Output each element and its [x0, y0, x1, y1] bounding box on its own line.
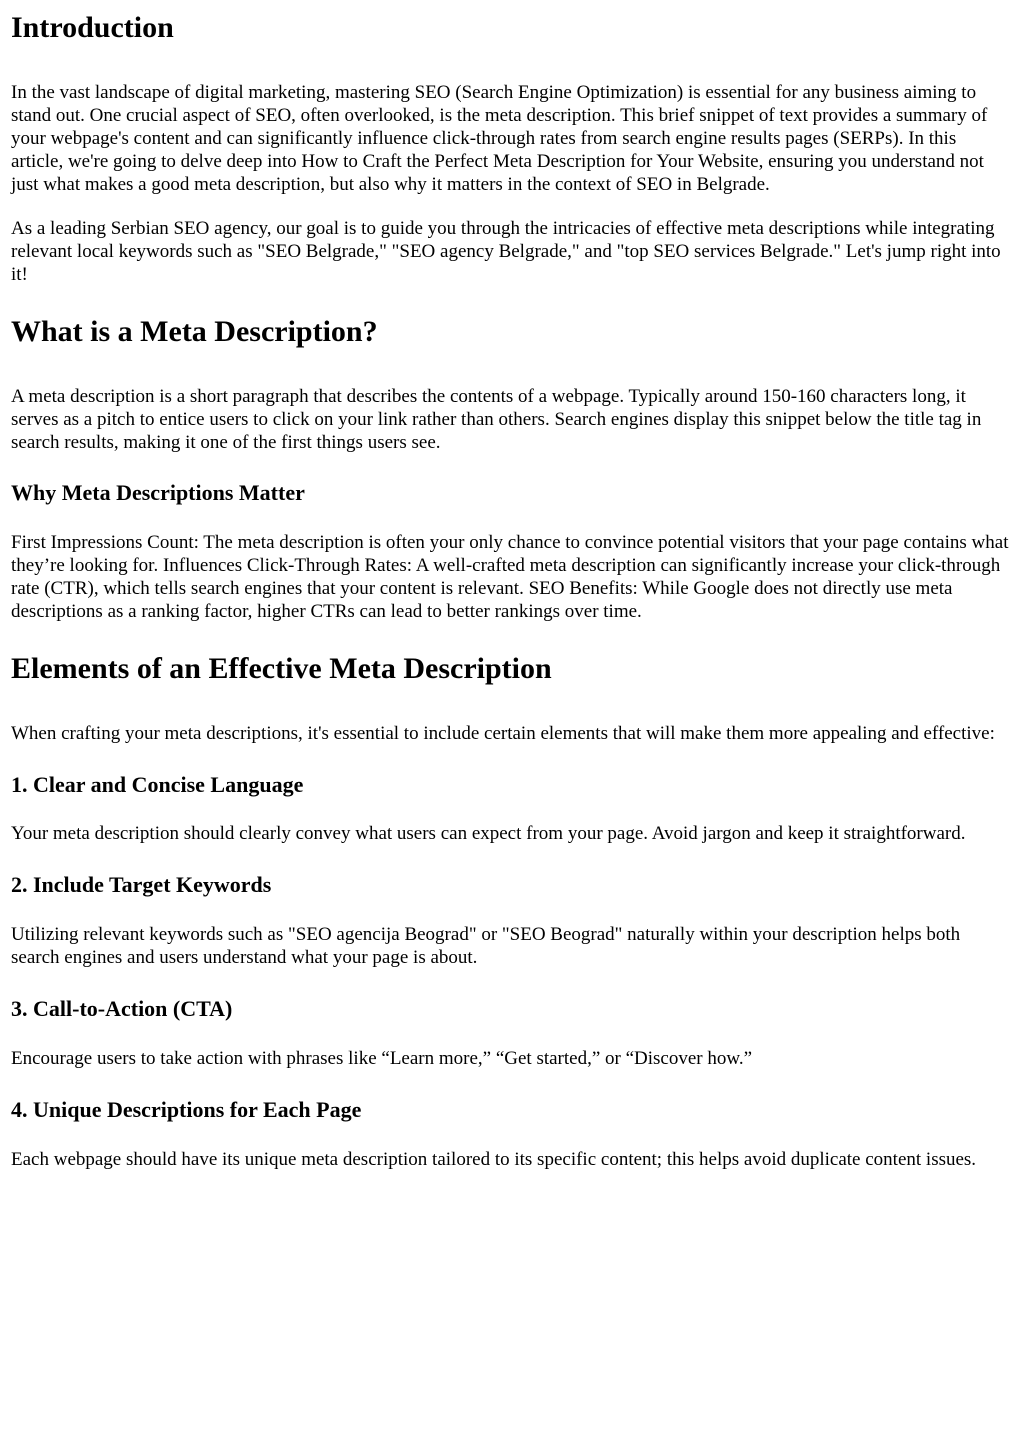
heading-unique-descriptions: 4. Unique Descriptions for Each Page [11, 1097, 362, 1122]
unique-descriptions-paragraph: Each webpage should have its unique meta description tailored to its specific content; this helps avoid duplicate content issues. [11, 1149, 977, 1170]
clear-concise-paragraph: Your meta description should clearly convey what users can expect from your page. Avoid jargon and keep it straightforward. [11, 823, 966, 844]
heading-elements: Elements of an Effective Meta Description [11, 652, 552, 685]
intro-paragraph-1: In the vast landscape of digital marketing, mastering SEO (Search Engine Optimization) is essential for any business aiming to stand out. One crucial aspect of SEO, often overlooked, is the meta description. This brief snippet of text provides a summary of your webpage's content and can significantly influence click-through rates from search engine results pages (SERPs). In this article, we're going to delve deep into How to Craft the Perfect Meta Description for Your Website, ensuring you understand not just what makes a good meta description, but also why it matters in the context of SEO in Belgrade. [11, 82, 988, 195]
heading-target-keywords: 2. Include Target Keywords [11, 872, 272, 897]
heading-why-meta-descriptions-matter: Why Meta Descriptions Matter [11, 480, 305, 505]
what-is-paragraph: A meta description is a short paragraph that describes the contents of a webpage. Typically around 150-160 characters long, it serves as a pitch to entice users to click on your link rather than others. Search engines display this snippet below the title tag in search results, making it one of the first things users see. [11, 386, 982, 453]
heading-introduction: Introduction [11, 11, 174, 44]
intro-paragraph-2: As a leading Serbian SEO agency, our goal is to guide you through the intricacies of effective meta descriptions while integrating relevant local keywords such as "SEO Belgrade," "SEO agency Belgrade," and "top SEO services Belgrade." Let's jump right into it! [11, 218, 1001, 285]
heading-cta: 3. Call-to-Action (CTA) [11, 996, 233, 1021]
elements-intro-paragraph: When crafting your meta descriptions, it's essential to include certain elements that will make them more appealing and effective: [11, 723, 995, 744]
why-matter-paragraph: First Impressions Count: The meta description is often your only chance to convince potential visitors that your page contains what they’re looking for. Influences Click-Through Rates: A well-crafted meta description can significantly increase your click-through rate (CTR), which tells search engines that your content is relevant. SEO Benefits: While Google does not directly use meta descriptions as a ranking factor, higher CTRs can lead to better rankings over time. [11, 532, 1009, 622]
article [0, 10, 1024, 1171]
cta-paragraph: Encourage users to take action with phrases like “Learn more,” “Get started,” or “Discover how.” [11, 1048, 753, 1069]
heading-clear-concise: 1. Clear and Concise Language [11, 772, 304, 797]
target-keywords-paragraph: Utilizing relevant keywords such as "SEO agencija Beograd" or "SEO Beograd" naturally within your description helps both search engines and users understand what your page is about. [11, 924, 961, 968]
heading-what-is-meta-description: What is a Meta Description? [11, 315, 378, 348]
